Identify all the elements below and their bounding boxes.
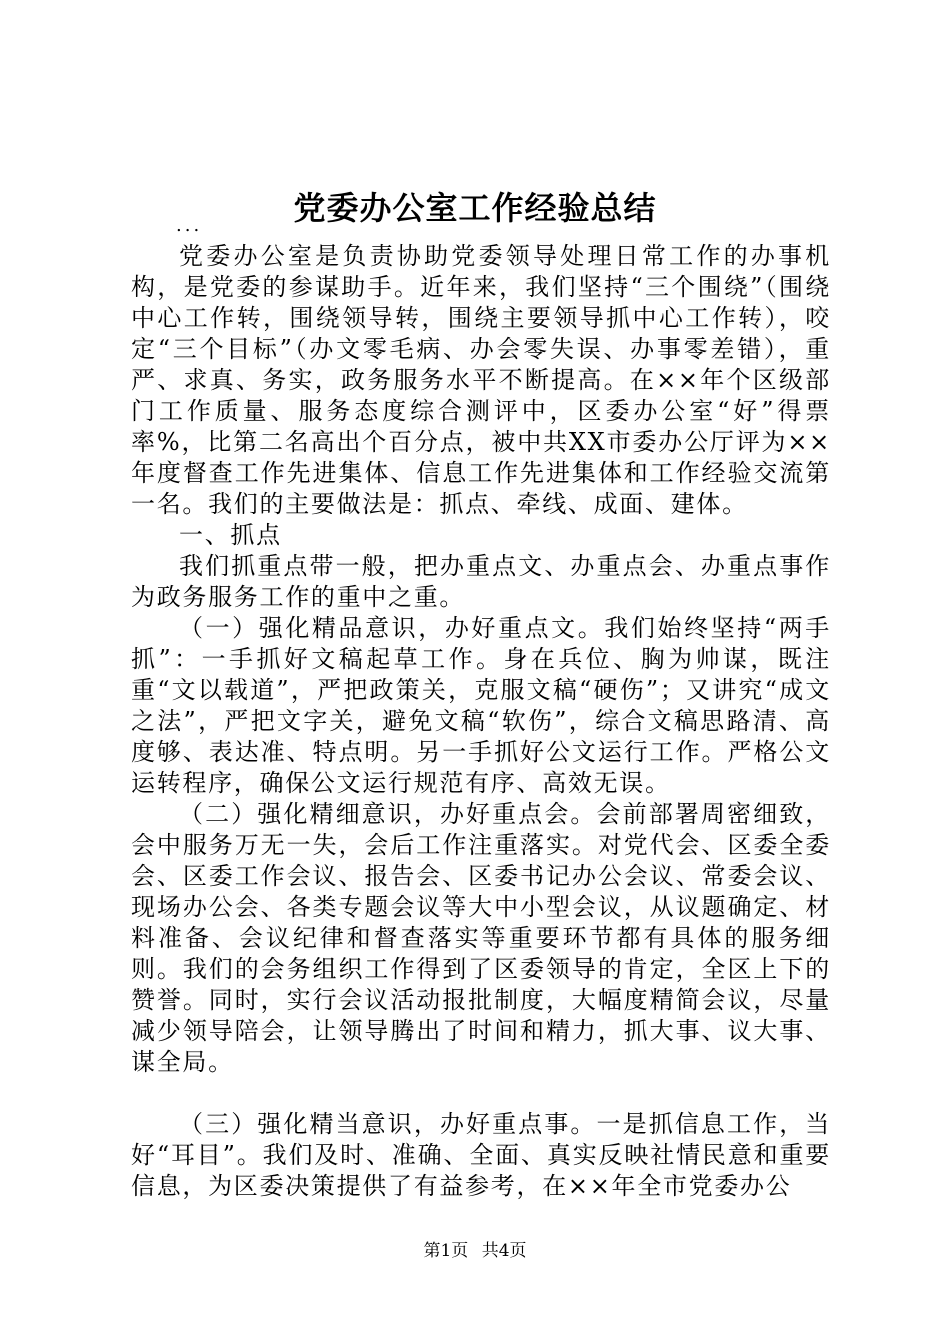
paragraph-subsection-3: （三）强化精当意识，办好重点事。一是抓信息工作，当好“耳目”。我们及时、准确、全面、真实反映社情民意和重要信息，为区委决策提供了有益参考，在××年全市党委办公 (131, 1110, 831, 1200)
section-heading-1: 一、抓点 (179, 521, 282, 549)
paragraph-section-1-intro: 我们抓重点带一般，把办重点文、办重点会、办重点事作为政务服务工作的重中之重。 (131, 552, 831, 611)
page-footer (0, 1239, 950, 1263)
ellipsis-mark: ... (176, 215, 203, 236)
page-number-total: 共4页 (481, 1241, 527, 1261)
page-number-current: 第1页 (423, 1241, 469, 1261)
paragraph-subsection-2: （二）强化精细意识，办好重点会。会前部署周密细致，会中服务万无一失，会后工作注重落实。对党代会、区委全委会、区委工作会议、报告会、区委书记办公会议、常委会议、现场办公会、各类专题会议等大中小型会议，从议题确定、材料准备、会议纪律和督查落实等重要环节都有具体的服务细则。我们的会务组织工作得到了区委领导的肯定，全区上下的赞誉。同时，实行会议活动报批制度，大幅度精简会议，尽量减少领导陪会，让领导腾出了时间和精力，抓大事、议大事、谋全局。 (131, 800, 831, 1076)
paragraph-intro: 党委办公室是负责协助党委领导处理日常工作的办事机构，是党委的参谋助手。近年来，我们坚持“三个围绕”（围绕中心工作转，围绕领导转，围绕主要领导抓中心工作转），咬定“三个目标”（办文零毛病、办会零失误、办事零差错），重严、求真、务实，政务服务水平不断提高。在××年个区级部门工作质量、服务态度综合测评中，区委办公室“好”得票率%，比第二名高出个百分点，被中共XX市委办公厅评为××年度督查工作先进集体、信息工作先进集体和工作经验交流第一名。我们的主要做法是：抓点、牵线、成面、建体。 (131, 242, 831, 518)
document-body (131, 241, 831, 1202)
paragraph-subsection-1: （一）强化精品意识，办好重点文。我们始终坚持“两手抓”：一手抓好文稿起草工作。身在兵位、胸为帅谋，既注重“文以载道”，严把政策关，克服文稿“硬伤”；又讲究“成文之法”，严把文字关，避免文稿“软伤”，综合文稿思路清、高度够、表达准、特点明。另一手抓好公文运行工作。严格公文运转程序，确保公文运行规范有序、高效无误。 (131, 614, 831, 797)
document-title: 党委办公室工作经验总结 (293, 189, 657, 227)
